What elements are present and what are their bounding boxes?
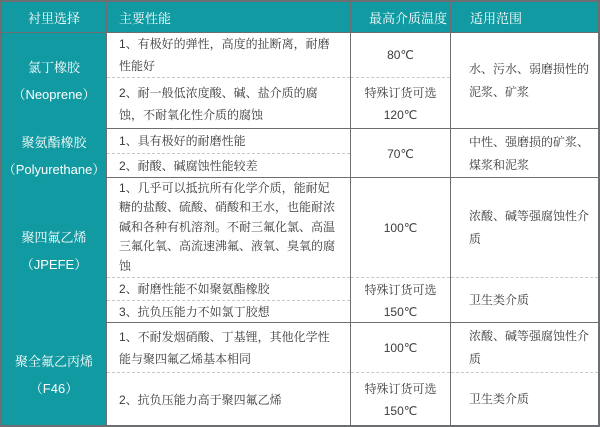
performance-cell [106,323,350,426]
material-name: 氯丁橡胶 [27,60,80,75]
performance-text: 2、耐酸、碱腐蚀性能较差 [119,159,258,173]
range-text: 卫生类介质 [469,392,530,406]
performance-cell [106,33,350,129]
temperature-text: 100℃ [383,340,418,355]
temperature-value [351,372,450,426]
material-code: （JPEFE） [20,256,88,272]
temperature-text: 80℃ [387,48,414,62]
range-item [451,33,598,129]
range-cell [450,129,598,183]
header-max-medium-temperature: 最高介质温度 [350,2,450,32]
performance-text: 3、抗负压能力不如氯丁胶想 [119,305,270,319]
temperature-text: 100℃ [383,220,418,235]
temperature-value [351,178,450,277]
performance-item [107,300,350,323]
temperature-cell [350,323,450,426]
performance-text: 1、具有极好的耐磨性能 [119,134,246,148]
range-text: 浓酸、碱等强腐蚀性介质 [469,328,590,366]
range-item [451,129,598,178]
performance-text: 1、有极好的弹性，高度的扯断离，耐磨性能好 [119,37,330,73]
material-cell [2,129,106,183]
temperature-note: 特殊订货可选 [364,85,437,100]
header-lining-selection: 衬里选择 [27,10,80,26]
temperature-note: 特殊订货可选 [364,282,437,297]
performance-text: 2、耐一般低浓度酸、碱、盐介质的腐蚀，不耐氧化性介质的腐蚀 [119,85,318,122]
temperature-value [351,129,450,178]
header-main-performance: 主要性能 [106,2,350,32]
material-name: 聚四氟乙烯 [21,229,87,245]
temperature-cell [350,129,450,183]
range-text: 浓酸、碱等强腐蚀性介质 [469,208,590,246]
material-cell [2,323,106,426]
performance-item [107,277,350,300]
range-text: 中性、强磨损的矿浆、煤浆和泥浆 [469,134,590,172]
table-header-row [2,2,598,32]
table-row [2,32,598,128]
range-text: 卫生类介质 [469,293,530,307]
temperature-value [351,323,450,372]
material-code: （F46） [29,380,79,396]
table-row [2,128,598,177]
performance-text: 2、抗负压能力高于聚四氟乙烯 [119,392,282,407]
temperature-text: 150℃ [383,304,418,319]
material-cell [2,178,106,323]
table-row [2,177,598,322]
range-cell [450,323,598,426]
range-text: 水、污水、弱磨损性的泥浆、矿浆 [469,62,590,99]
temperature-text: 150℃ [383,403,418,418]
material-code: （Polyurethane） [2,162,106,177]
temperature-note: 特殊订货可选 [364,381,437,396]
performance-item [107,33,350,77]
performance-text: 1、几乎可以抵抗所有化学介质，能耐妃糖的盐酸、硫酸、硝酸和王水，也能耐浓碱和各种有机溶剂。不耐三氟化氯、高温三氟化氧、高流速沸氟、液氧、臭氧的腐蚀 [119,180,336,273]
performance-text: 1、不耐发烟硝酸、丁基锂，其他化学性能与聚四氟乙烯基本相同 [119,329,330,366]
header-applicable-range: 适用范围 [450,2,598,32]
range-item [451,323,598,372]
temperature-value [351,277,450,323]
temperature-cell [350,33,450,129]
temperature-value [351,33,450,77]
range-item [451,372,598,426]
material-code: （Neoprene） [12,87,96,102]
range-item [451,178,598,277]
performance-text: 2、耐磨性能不如聚氨酯橡胶 [119,282,270,296]
performance-cell [106,129,350,183]
range-item [451,277,598,323]
range-cell [450,33,598,129]
performance-item [107,153,350,178]
performance-item [107,323,350,372]
material-cell [2,33,106,129]
table-row [2,322,598,425]
performance-item [107,178,350,277]
performance-item [107,372,350,426]
performance-item [107,129,350,153]
material-name: 聚全氟乙丙烯 [14,353,93,369]
range-cell [450,178,598,323]
material-name: 聚氨酯橡胶 [21,135,87,150]
temperature-cell [350,178,450,323]
performance-item [107,77,350,129]
performance-cell [106,178,350,323]
temperature-text: 120℃ [383,107,418,122]
temperature-text: 70℃ [387,146,414,161]
temperature-value [351,77,450,129]
